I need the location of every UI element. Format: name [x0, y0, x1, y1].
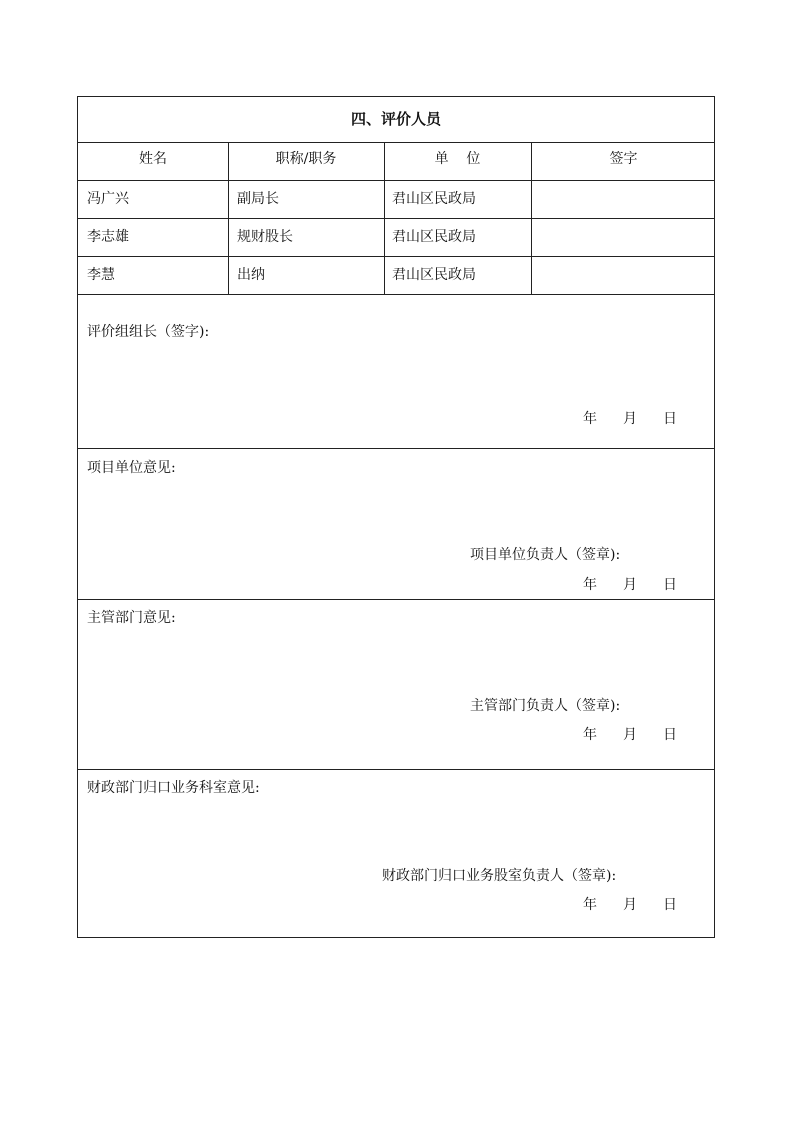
header-unit: 单 位 [434, 151, 481, 167]
table-cell-title: 副局长 [237, 191, 279, 207]
date-day: 日 [663, 577, 677, 593]
date-day: 日 [663, 411, 677, 427]
date-month: 月 [623, 727, 637, 743]
team-leader-label: 评价组组长（签字): [87, 324, 210, 340]
divider [78, 142, 714, 143]
divider [78, 599, 714, 600]
project-unit-signer: 项目单位负责人（签章): [470, 547, 621, 563]
header-title: 职称/职务 [275, 151, 337, 167]
date-month: 月 [623, 897, 637, 913]
finance-dept-label: 财政部门归口业务科室意见: [87, 780, 260, 796]
date-year: 年 [583, 897, 597, 913]
date-day: 日 [663, 727, 677, 743]
divider [78, 294, 714, 295]
divider [78, 218, 714, 219]
divider [78, 448, 714, 449]
table-cell-name: 李慧 [87, 267, 115, 283]
divider [78, 180, 714, 181]
divider [78, 256, 714, 257]
date-month: 月 [623, 577, 637, 593]
finance-dept-signer: 财政部门归口业务股室负责人（签章): [382, 868, 617, 884]
date-year: 年 [583, 577, 597, 593]
table-cell-unit: 君山区民政局 [392, 229, 476, 245]
header-signature: 签字 [609, 151, 638, 167]
table-cell-title: 出纳 [237, 267, 265, 283]
date-year: 年 [583, 411, 597, 427]
table-cell-unit: 君山区民政局 [392, 191, 476, 207]
header-name: 姓名 [139, 151, 167, 167]
table-cell-title: 规财股长 [237, 229, 293, 245]
date-year: 年 [583, 727, 597, 743]
evaluation-form [77, 96, 715, 938]
divider [78, 769, 714, 770]
table-cell-name: 冯广兴 [87, 191, 129, 207]
table-cell-unit: 君山区民政局 [392, 267, 476, 283]
table-cell-name: 李志雄 [87, 229, 129, 245]
competent-dept-label: 主管部门意见: [87, 610, 176, 626]
date-month: 月 [623, 411, 637, 427]
date-day: 日 [663, 897, 677, 913]
project-unit-label: 项目单位意见: [87, 460, 176, 476]
competent-dept-signer: 主管部门负责人（签章): [470, 698, 621, 714]
section-title: 四、评价人员 [350, 110, 441, 128]
